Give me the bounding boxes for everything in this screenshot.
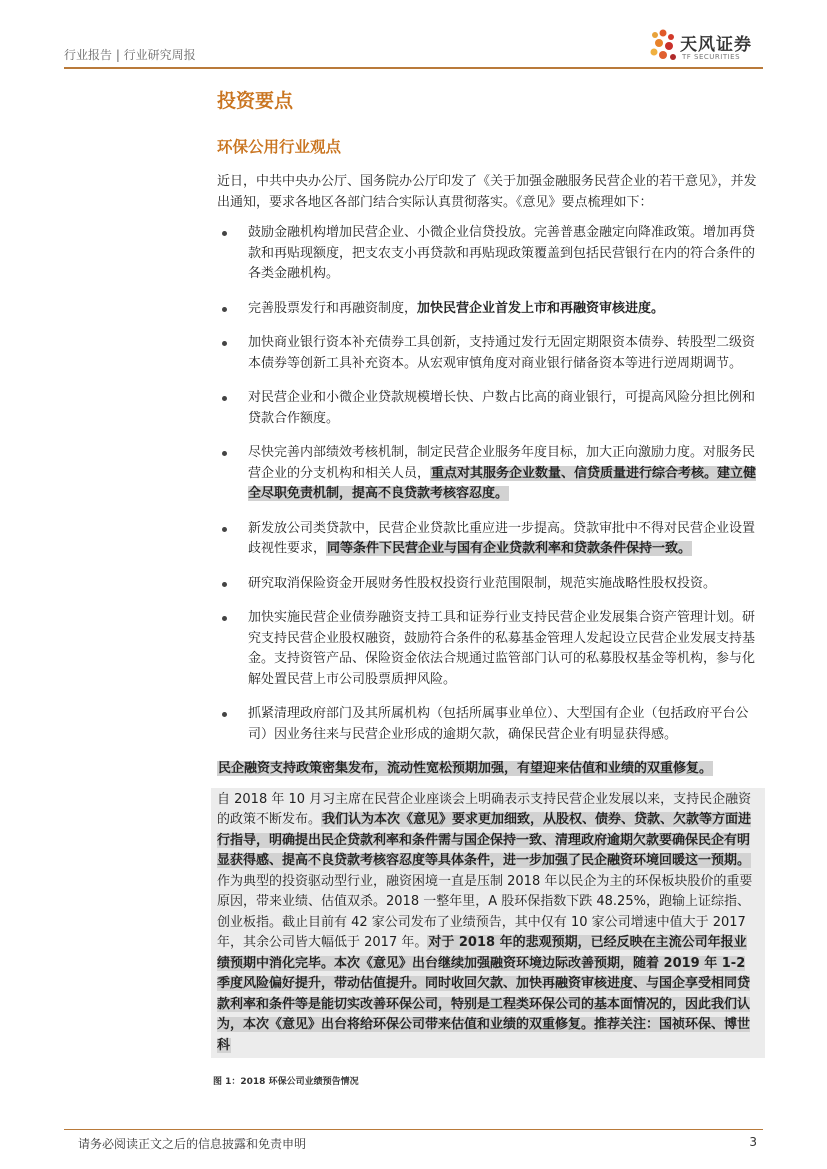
list-item: [217, 519, 765, 560]
header-rule: [64, 67, 763, 69]
list-item: [217, 333, 765, 374]
list-item: [217, 443, 765, 505]
page-number: 3: [749, 1135, 757, 1149]
bullet-icon: [222, 451, 227, 456]
summary-bold-2: 对于 2018 年的悲观预期，已经反映在主流公司年报业绩预期中消化完毕。本次《意见》出台继续加强融资环境边际改善预期，随着 2019 年 1-2 季度风险偏好提升，带动估值提升。同时收回欠款、加快再融资审核进度、与国企享受相同贷款利率和条件等是能切实改善环保公司，特别是工程类环保公司的基本面情况的，因此我们认为，本次《意见》出台将给环保公司带来估值和业绩的双重修复。推荐关注：国祯环保、博世科: [217, 935, 751, 1053]
report-header: 行业报告 | 行业研究周报: [64, 48, 196, 62]
bullet-icon: [222, 712, 227, 717]
main-content: [213, 80, 765, 1087]
page-title: 投资要点: [217, 90, 294, 112]
list-item: [217, 388, 765, 429]
bullet-icon: [222, 341, 227, 346]
list-item: [217, 608, 765, 690]
list-item: [217, 574, 765, 595]
summary-paragraph: [211, 788, 765, 1059]
logo-name: 天风证券: [680, 35, 752, 55]
logo-subtitle: TF SECURITIES: [682, 53, 741, 61]
point-bold-text: 加快民营企业首发上市和再融资审核进度。: [417, 300, 665, 316]
point-text: 抓紧清理政府部门及其所属机构（包括所属事业单位）、大型国有企业（包括政府平台公司）因业务往来与民营企业形成的逾期欠款，确保民营企业有明显获得感。: [248, 706, 749, 742]
summary-heading: [217, 759, 765, 780]
bullet-icon: [222, 582, 227, 587]
point-text: 对民营企业和小微企业贷款规模增长快、户数占比高的商业银行，可提高风险分担比例和贷款合作额度。: [248, 390, 756, 426]
list-item: [217, 299, 765, 320]
bullet-icon: [222, 616, 227, 621]
point-bold-text: 重点对其服务企业数量、信贷质量进行综合考核。建立健全尽职免责机制，提高不良贷款考核容忍度。: [248, 465, 757, 501]
summary-text-1: 自 2018 年 10 月习主席在民营企业座谈会上明确表示支持民营企业发展以来，支持民企融资的政策不断发布。: [217, 791, 752, 827]
footer-rule: [64, 1129, 763, 1130]
bullet-icon: [222, 527, 227, 532]
figure-caption: 图 1：2018 环保公司业绩预告情况: [213, 1077, 359, 1087]
key-points-list: [217, 223, 765, 745]
bullet-icon: [222, 231, 227, 236]
intro-paragraph: 近日，中共中央办公厅、国务院办公厅印发了《关于加强金融服务民营企业的若干意见》，并发出通知，要求各地区各部门结合实际认真贯彻落实。《意见》要点梳理如下：: [217, 174, 757, 210]
footer-disclaimer: 请务必阅读正文之后的信息披露和免责申明: [78, 1137, 307, 1151]
list-item: [217, 704, 765, 745]
point-bold-text: 同等条件下民营企业与国有企业贷款利率和贷款条件保持一致。: [327, 541, 692, 556]
summary-text-2: 作为典型的投资驱动型行业，融资困境一直是压制 2018 年以民企为主的环保板块股价的重要原因，带来业绩、估值双杀。2018 一整年里，A 股环保指数下跌 48.25%，跑输上证综指、创业板指。截止目前有 42 家公司发布了业绩预告，其中仅有 10 家公司增速中值大于 2017 年，其余公司皆大幅低于 2017 年。: [217, 873, 753, 950]
summary-bold-1: 我们认为本次《意见》要求更加细致，从股权、债券、贷款、欠款等方面进行指导，明确提出民企贷款利率和条件需与国企保持一致、清理政府逾期欠款要确保民企有明显获得感、提高不良贷款考核容忍度等具体条件，进一步加强了民企融资环境回暖这一预期。: [217, 812, 752, 868]
point-text: 完善股票发行和再融资制度，: [248, 300, 418, 316]
point-text: 新发放公司类贷款中，民营企业贷款比重应进一步提高。贷款审批中不得对民营企业设置歧视性要求，: [248, 520, 756, 556]
summary-heading-text: 民企融资支持政策密集发布，流动性宽松预期加强，有望迎来估值和业绩的双重修复。: [218, 761, 713, 776]
bullet-icon: [222, 396, 227, 401]
point-text: 加快商业银行资本补充债券工具创新，支持通过发行无固定期限资本债券、转股型二级资本债券等创新工具补充资本。从宏观审慎角度对商业银行储备资本等进行逆周期调节。: [248, 335, 756, 371]
section-title: 环保公用行业观点: [217, 138, 342, 156]
point-text: 鼓励金融机构增加民营企业、小微企业信贷投放。完善普惠金融定向降准政策。增加再贷款和再贴现额度，把支农支小再贷款和再贴现政策覆盖到包括民营银行在内的符合条件的各类金融机构。: [248, 225, 756, 281]
list-item: [217, 223, 765, 285]
bullet-icon: [222, 307, 227, 312]
point-text: 尽快完善内部绩效考核机制，制定民营企业服务年度目标，加大正向激励力度。对服务民营企业的分支机构和相关人员，: [248, 445, 756, 481]
point-text: 加快实施民营企业债券融资支持工具和证券行业支持民营企业发展集合资产管理计划。研究支持民营企业股权融资，鼓励符合条件的私募基金管理人发起设立民营企业发展支持基金。支持资管产品、保险资金依法合规通过监管部门认可的私募股权基金等机构，参与化解处置民营上市公司股票质押风险。: [248, 610, 756, 687]
point-text: 研究取消保险资金开展财务性股权投资行业范围限制，规范实施战略性股权投资。: [248, 575, 717, 591]
